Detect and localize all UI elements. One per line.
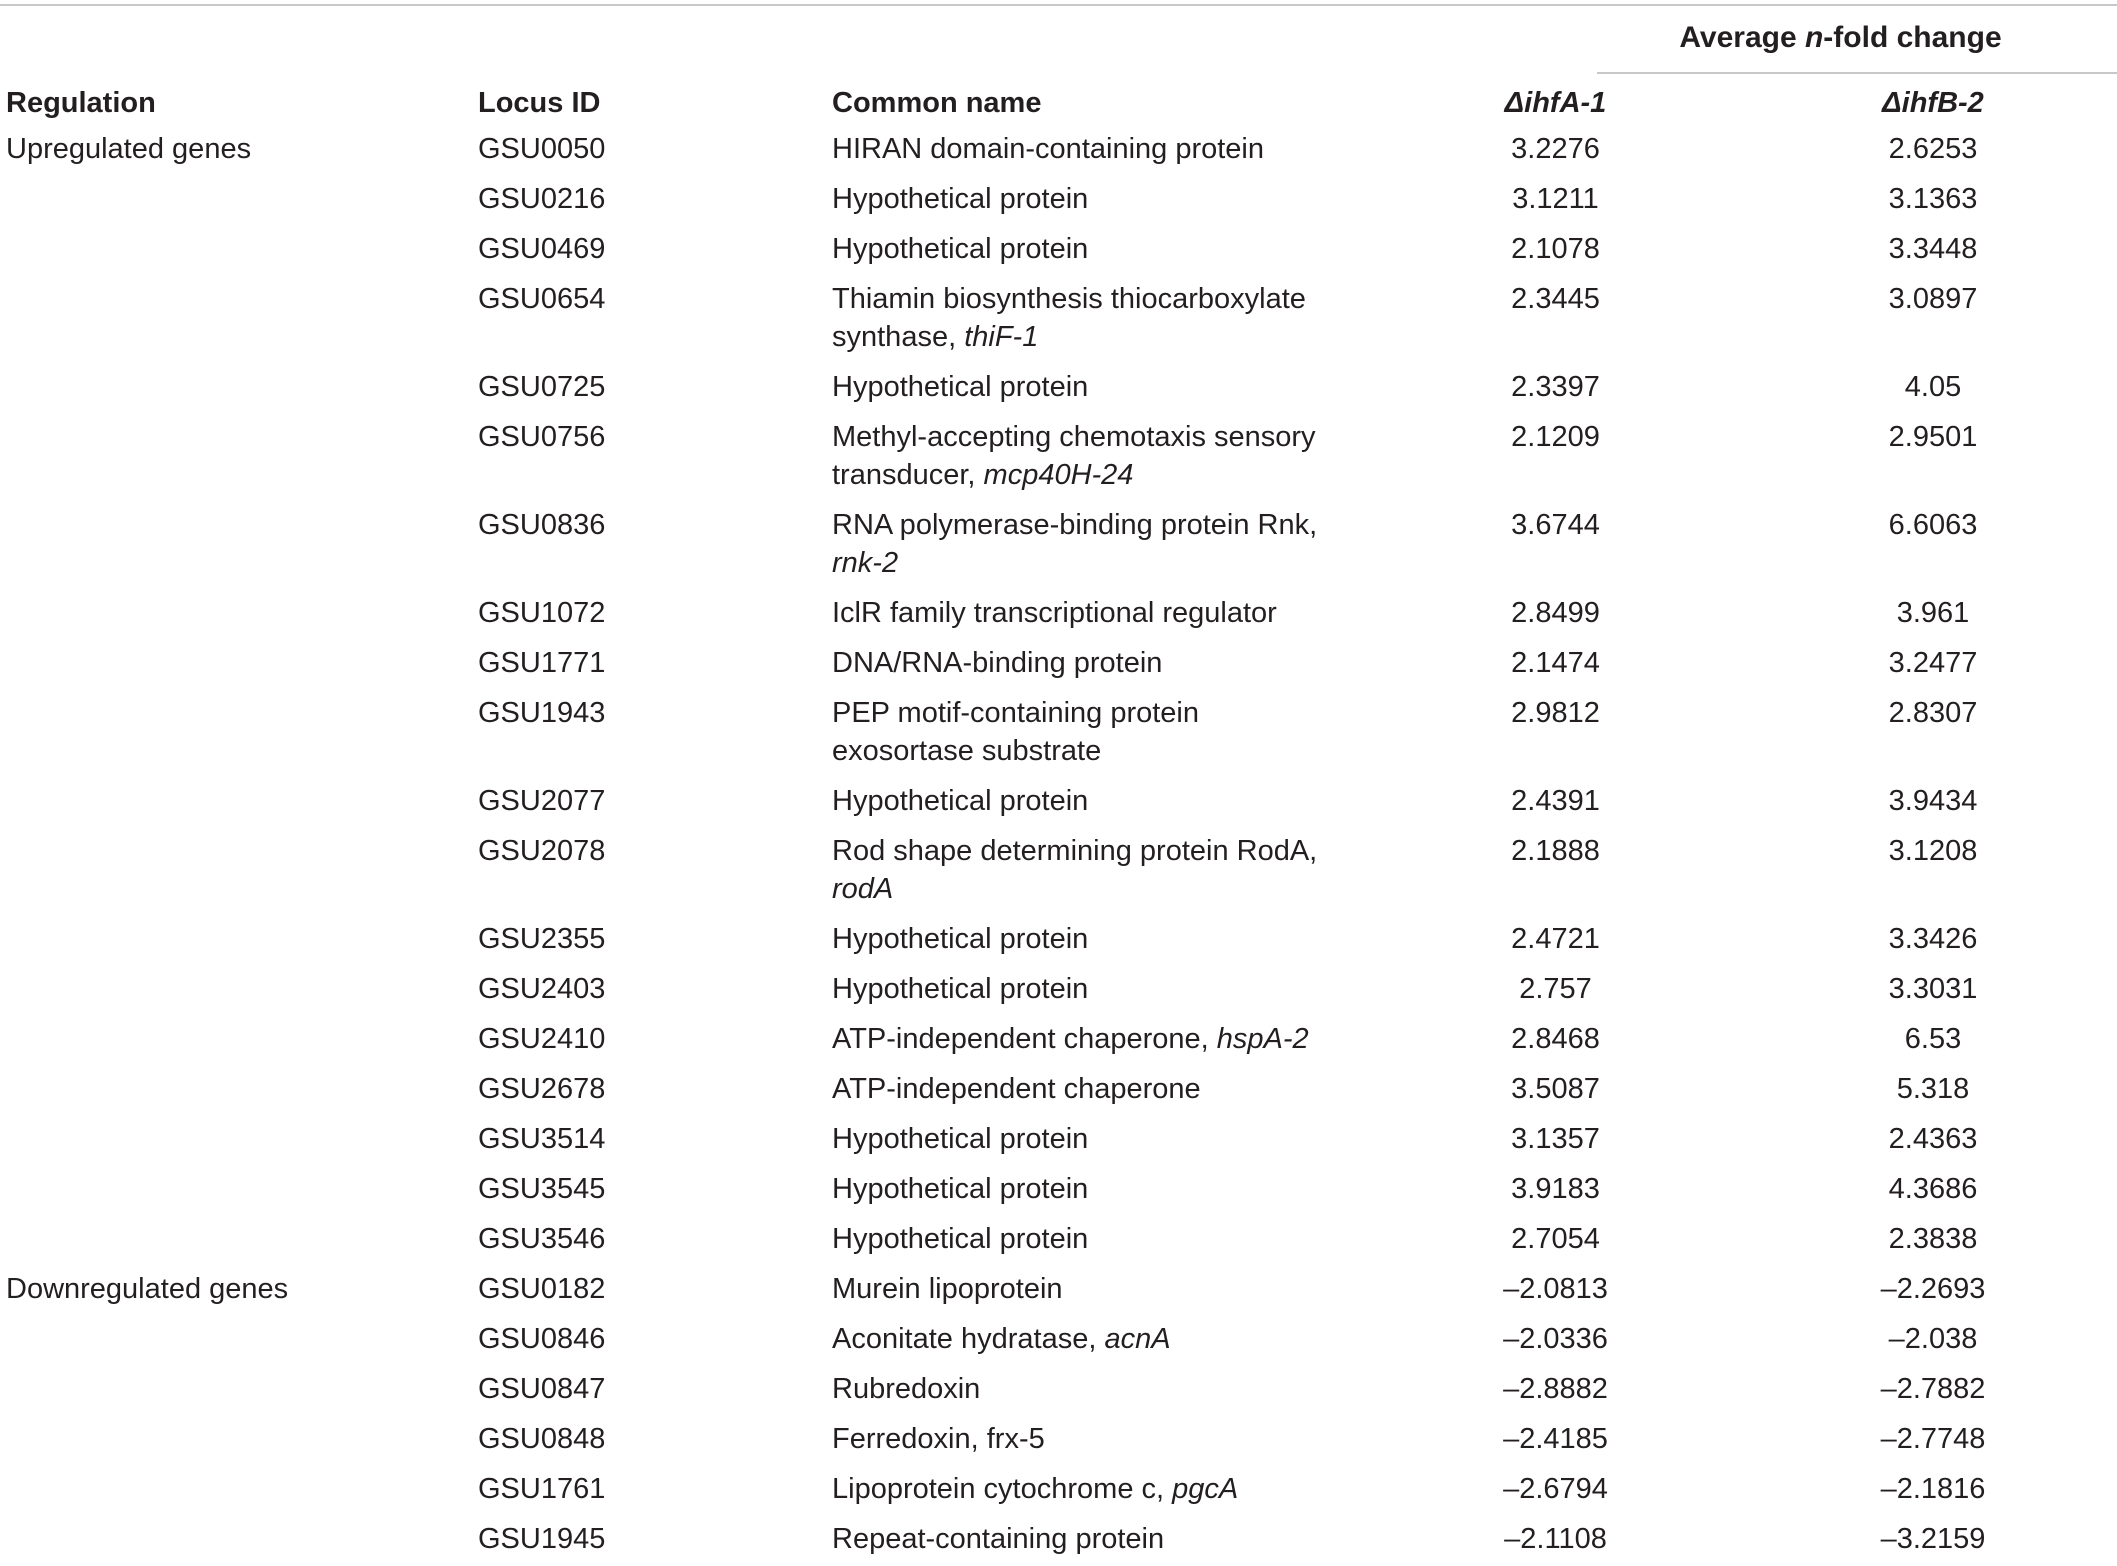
common-name-cell: DNA/RNA-binding protein (832, 647, 1163, 679)
regulation-cell (0, 916, 478, 966)
ihfb-value-cell: 4.05 (1904, 371, 1962, 403)
regulation-cell (0, 1216, 478, 1266)
ihfb-value-cell: 3.3448 (1888, 233, 1978, 265)
common-name-cell: ATP-independent chaperone, hspA-2 (832, 1023, 1309, 1055)
locus-id-cell: GSU2403 (478, 973, 606, 1005)
table-row (0, 1316, 2117, 1366)
ihfa-value-cell: –2.0813 (1503, 1273, 1608, 1305)
locus-id-cell: GSU0725 (478, 371, 606, 403)
locus-id-cell: GSU0847 (478, 1373, 606, 1405)
ihfa-value-cell: 2.1474 (1511, 647, 1600, 679)
regulation-cell (0, 276, 478, 364)
common-name-cell: ATP-independent chaperone (832, 1073, 1201, 1105)
ihfb-value-cell: 2.8307 (1888, 697, 1978, 729)
common-name-cell: Lipoprotein cytochrome c, pgcA (832, 1473, 1239, 1505)
ihfa-value-cell: 3.5087 (1511, 1073, 1600, 1105)
ihfa-header: ΔihfA-1 (1504, 87, 1607, 119)
locus-id-cell: GSU3545 (478, 1173, 606, 1205)
regulation-cell (0, 414, 478, 502)
regulation-cell: Downregulated genes (6, 1273, 289, 1305)
ihfa-value-cell: 3.2276 (1511, 133, 1600, 165)
common-name-cell: RNA polymerase-binding protein Rnk, rnk-2 (832, 509, 1318, 579)
table-row (0, 414, 2117, 502)
table-row (0, 1166, 2117, 1216)
regulation-cell (0, 502, 478, 590)
table-row (0, 1516, 2117, 1566)
ihfb-value-cell: –2.038 (1888, 1323, 1978, 1355)
ihfa-value-cell: 3.1211 (1512, 183, 1599, 215)
regulation-cell (0, 1316, 478, 1366)
ihfa-value-cell: 2.4391 (1511, 785, 1600, 817)
locus-id-cell: GSU3514 (478, 1123, 606, 1155)
ihfa-value-cell: 3.6744 (1511, 509, 1600, 541)
ihfb-value-cell: 3.3031 (1888, 973, 1978, 1005)
table-row (0, 176, 2117, 226)
table-row (0, 1116, 2117, 1166)
common-name-header: Common name (832, 87, 1042, 119)
table-row (0, 1266, 2117, 1316)
ihfb-value-cell: 3.2477 (1888, 647, 1978, 679)
ihfb-value-cell: 2.4363 (1888, 1123, 1978, 1155)
ihfb-value-cell: 6.6063 (1888, 509, 1978, 541)
regulation-cell (0, 1416, 478, 1466)
ihfb-value-cell: –3.2159 (1880, 1523, 1986, 1555)
regulation-cell (0, 690, 478, 778)
locus-id-cell: GSU2078 (478, 835, 606, 867)
ihfa-value-cell: 2.9812 (1511, 697, 1600, 729)
ihfa-value-cell: 2.7054 (1511, 1223, 1600, 1255)
regulation-cell (0, 640, 478, 690)
locus-header: Locus ID (478, 87, 601, 119)
ihfa-value-cell: –2.6794 (1503, 1473, 1608, 1505)
locus-id-cell: GSU0469 (478, 233, 606, 265)
common-name-cell: Repeat-containing protein (832, 1523, 1165, 1555)
locus-id-cell: GSU0654 (478, 283, 606, 315)
common-name-cell: Hypothetical protein (832, 923, 1089, 955)
ihfa-value-cell: 2.1209 (1511, 421, 1600, 453)
common-name-cell: Rubredoxin (832, 1373, 981, 1405)
fold-change-header: Average n-fold change (1679, 21, 2002, 54)
table-row (0, 364, 2117, 414)
table-row (0, 828, 2117, 916)
common-name-cell: Methyl-accepting chemotaxis sensory transducer, mcp40H-24 (832, 421, 1316, 491)
common-name-cell: IclR family transcriptional regulator (832, 597, 1277, 629)
ihfa-value-cell: 2.8468 (1511, 1023, 1600, 1055)
regulation-cell (0, 364, 478, 414)
table-row (0, 126, 2117, 176)
table-row (0, 502, 2117, 590)
table-row (0, 640, 2117, 690)
ihfa-value-cell: 2.8499 (1511, 597, 1600, 629)
ihfb-value-cell: –2.7882 (1880, 1373, 1986, 1405)
table-row (0, 966, 2117, 1016)
common-name-cell: Aconitate hydratase, acnA (832, 1323, 1171, 1355)
common-name-cell: Hypothetical protein (832, 785, 1089, 817)
common-name-cell: PEP motif-containing protein exosortase substrate (832, 697, 1200, 767)
regulation-cell (0, 1116, 478, 1166)
regulation-cell (0, 1466, 478, 1516)
regulation-cell (0, 590, 478, 640)
regulation-cell (0, 1066, 478, 1116)
ihfa-value-cell: 2.3397 (1511, 371, 1600, 403)
common-name-cell: Hypothetical protein (832, 183, 1089, 215)
locus-id-cell: GSU3546 (478, 1223, 606, 1255)
common-name-cell: Hypothetical protein (832, 973, 1089, 1005)
table-row (0, 1416, 2117, 1466)
top-rule (0, 4, 2117, 6)
table-row (0, 916, 2117, 966)
ihfa-value-cell: –2.4185 (1503, 1423, 1608, 1455)
ihfb-value-cell: 2.9501 (1888, 421, 1978, 453)
ihfa-value-cell: 3.1357 (1511, 1123, 1600, 1155)
ihfa-value-cell: 2.757 (1519, 973, 1592, 1005)
table-row (0, 690, 2117, 778)
ihfa-value-cell: –2.8882 (1503, 1373, 1608, 1405)
regulation-cell: Upregulated genes (6, 133, 252, 165)
locus-id-cell: GSU2077 (478, 785, 606, 817)
table-row (0, 590, 2117, 640)
ihfb-value-cell: 5.318 (1896, 1073, 1970, 1105)
common-name-cell: Ferredoxin, frx-5 (832, 1423, 1045, 1455)
table-row (0, 778, 2117, 828)
locus-id-cell: GSU1943 (478, 697, 606, 729)
ihfb-value-cell: 3.3426 (1888, 923, 1978, 955)
table-row (0, 1466, 2117, 1516)
regulation-cell (0, 966, 478, 1016)
fold-change-rule (1597, 72, 2117, 74)
table-row (0, 1066, 2117, 1116)
common-name-cell: HIRAN domain-containing protein (832, 133, 1264, 165)
ihfa-value-cell: 2.4721 (1511, 923, 1600, 955)
table-row (0, 276, 2117, 364)
common-name-cell: Hypothetical protein (832, 1173, 1089, 1205)
ihfb-value-cell: 3.1363 (1888, 183, 1978, 215)
table-row (0, 1016, 2117, 1066)
header-row (0, 84, 2117, 126)
locus-id-cell: GSU1072 (478, 597, 606, 629)
regulation-cell (0, 778, 478, 828)
ihfb-value-cell: 4.3686 (1888, 1173, 1978, 1205)
ihfb-value-cell: –2.7748 (1880, 1423, 1986, 1455)
common-name-cell: Hypothetical protein (832, 233, 1089, 265)
common-name-cell: Hypothetical protein (832, 1223, 1089, 1255)
common-name-cell: Hypothetical protein (832, 371, 1089, 403)
ihfb-value-cell: 2.3838 (1888, 1223, 1978, 1255)
ihfb-value-cell: 3.0897 (1888, 283, 1978, 315)
regulation-cell (0, 226, 478, 276)
regulation-cell (0, 1366, 478, 1416)
ihfb-value-cell: 2.6253 (1888, 133, 1978, 165)
ihfb-value-cell: 6.53 (1904, 1023, 1962, 1055)
locus-id-cell: GSU1771 (478, 647, 606, 679)
locus-id-cell: GSU0848 (478, 1423, 606, 1455)
ihfb-value-cell: 3.9434 (1888, 785, 1978, 817)
locus-id-cell: GSU1945 (478, 1523, 606, 1555)
common-name-cell: Murein lipoprotein (832, 1273, 1063, 1305)
ihfb-value-cell: –2.2693 (1880, 1273, 1986, 1305)
locus-id-cell: GSU2410 (478, 1023, 606, 1055)
regulation-cell (0, 1166, 478, 1216)
common-name-cell: Thiamin biosynthesis thiocarboxylate synthase, thiF-1 (832, 283, 1306, 353)
ihfa-value-cell: 2.1888 (1511, 835, 1600, 867)
ihfb-header: ΔihfB-2 (1882, 87, 1984, 119)
gene-table (0, 84, 2117, 1566)
regulation-header: Regulation (6, 87, 156, 119)
ihfb-value-cell: 3.961 (1896, 597, 1970, 629)
table-row (0, 1216, 2117, 1266)
locus-id-cell: GSU0216 (478, 183, 606, 215)
ihfa-value-cell: 2.3445 (1511, 283, 1600, 315)
locus-id-cell: GSU0846 (478, 1323, 606, 1355)
locus-id-cell: GSU0836 (478, 509, 606, 541)
locus-id-cell: GSU1761 (478, 1473, 606, 1505)
ihfa-value-cell: 3.9183 (1511, 1173, 1600, 1205)
table-row (0, 226, 2117, 276)
regulation-cell (0, 176, 478, 226)
locus-id-cell: GSU0182 (478, 1273, 606, 1305)
locus-id-cell: GSU2678 (478, 1073, 606, 1105)
common-name-cell: Rod shape determining protein RodA, rodA (832, 835, 1318, 905)
table-row (0, 1366, 2117, 1416)
ihfa-value-cell: –2.1108 (1504, 1523, 1607, 1555)
ihfa-value-cell: 2.1078 (1511, 233, 1600, 265)
ihfa-value-cell: –2.0336 (1503, 1323, 1608, 1355)
ihfb-value-cell: –2.1816 (1880, 1473, 1986, 1505)
locus-id-cell: GSU0756 (478, 421, 606, 453)
locus-id-cell: GSU0050 (478, 133, 606, 165)
regulation-cell (0, 1516, 478, 1566)
regulation-cell (0, 828, 478, 916)
regulation-cell (0, 1016, 478, 1066)
locus-id-cell: GSU2355 (478, 923, 606, 955)
ihfb-value-cell: 3.1208 (1888, 835, 1978, 867)
common-name-cell: Hypothetical protein (832, 1123, 1089, 1155)
